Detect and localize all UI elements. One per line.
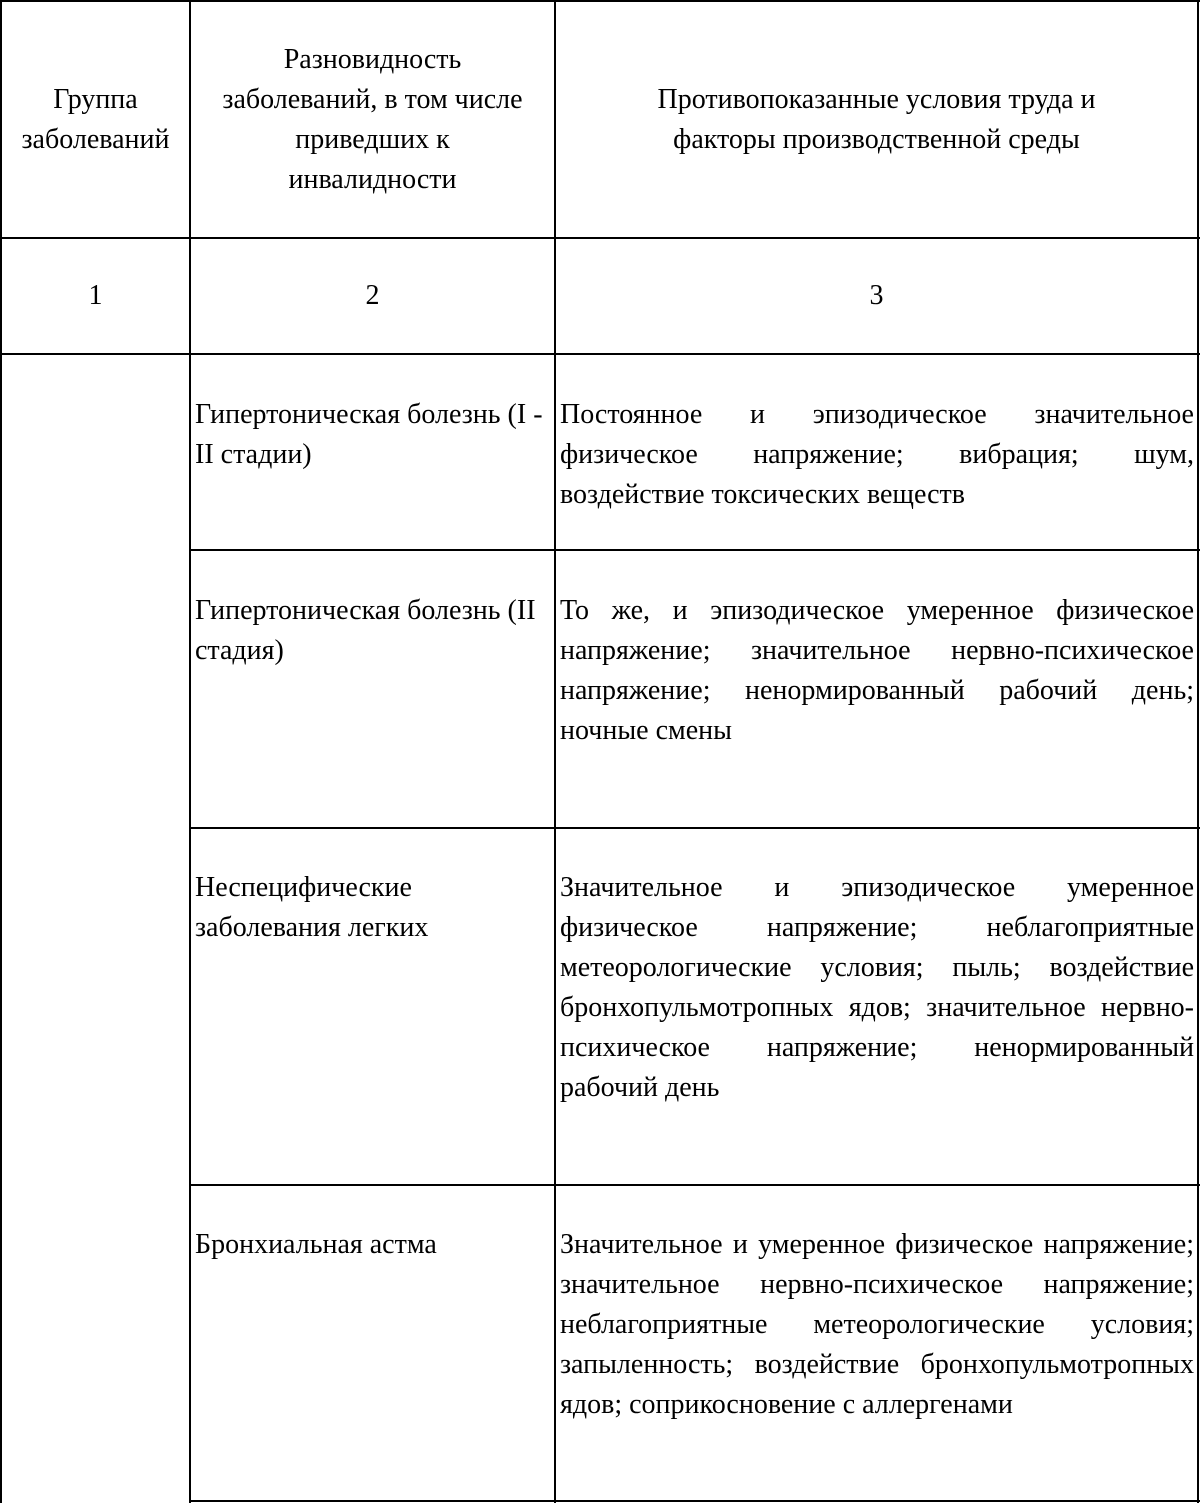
disease-name: Гипертоническая болезнь (I - II стадии) [195, 399, 543, 470]
column-number-2 [191, 239, 554, 353]
header-group-text: Группа заболеваний [21, 83, 170, 155]
table-row-3-conditions: Значительное и эпизодическое умеренное физическое напряжение; неблагоприятные метеорологические условия; пыль; воздействие бронхопульмотропных ядов; значительное нервно-психическое напряжение; ненормированный рабочий день [560, 872, 1194, 1103]
column-number-3 [556, 239, 1197, 353]
table-row-2-disease [195, 591, 549, 671]
disease-name: Гипертоническая болезнь (II стадия) [195, 595, 536, 666]
column-number-2-text: 2 [365, 280, 380, 311]
table-row-2-conditions: То же, и эпизодическое умеренное физическое напряжение; значительное нервно-психическое напряжение; ненормированный рабочий день; ночные смены [560, 595, 1194, 746]
table-border-right [1197, 0, 1199, 1503]
table-row-4-disease [195, 1225, 549, 1265]
table-border-bottom [189, 1500, 1200, 1502]
header-conditions [556, 2, 1197, 237]
column-number-1 [2, 239, 189, 353]
numbers-divider [0, 353, 1200, 355]
header-group [2, 2, 189, 237]
disease-name: Неспецифические заболевания легких [195, 872, 429, 943]
row-divider-3 [189, 1184, 1200, 1186]
disease-name: Бронхиальная астма [195, 1229, 437, 1260]
header-disease-type [191, 2, 554, 237]
table-row-1-disease [195, 395, 549, 475]
table-row-4-conditions: Значительное и умеренное физическое напряжение; значительное нервно-психическое напряжение; неблагоприятные метеорологические условия; запыленность; воздействие бронхопульмотропных ядов; соприкосновение с аллергенами [560, 1229, 1194, 1420]
row-divider-2 [189, 827, 1200, 829]
table-row-1-conditions: Постоянное и эпизодическое значительное физическое напряжение; вибрация; шум, воздействие токсических веществ [560, 399, 1194, 510]
row-divider-1 [189, 549, 1200, 551]
column-number-1-text: 1 [88, 280, 103, 311]
table-row-3-disease [195, 868, 549, 948]
header-disease-type-text: Разновидность заболеваний, в том числе приведших к инвалидности [222, 43, 523, 195]
column-number-3-text: 3 [869, 280, 884, 311]
header-conditions-text: Противопоказанные условия труда и факторы производственной среды [657, 83, 1096, 155]
